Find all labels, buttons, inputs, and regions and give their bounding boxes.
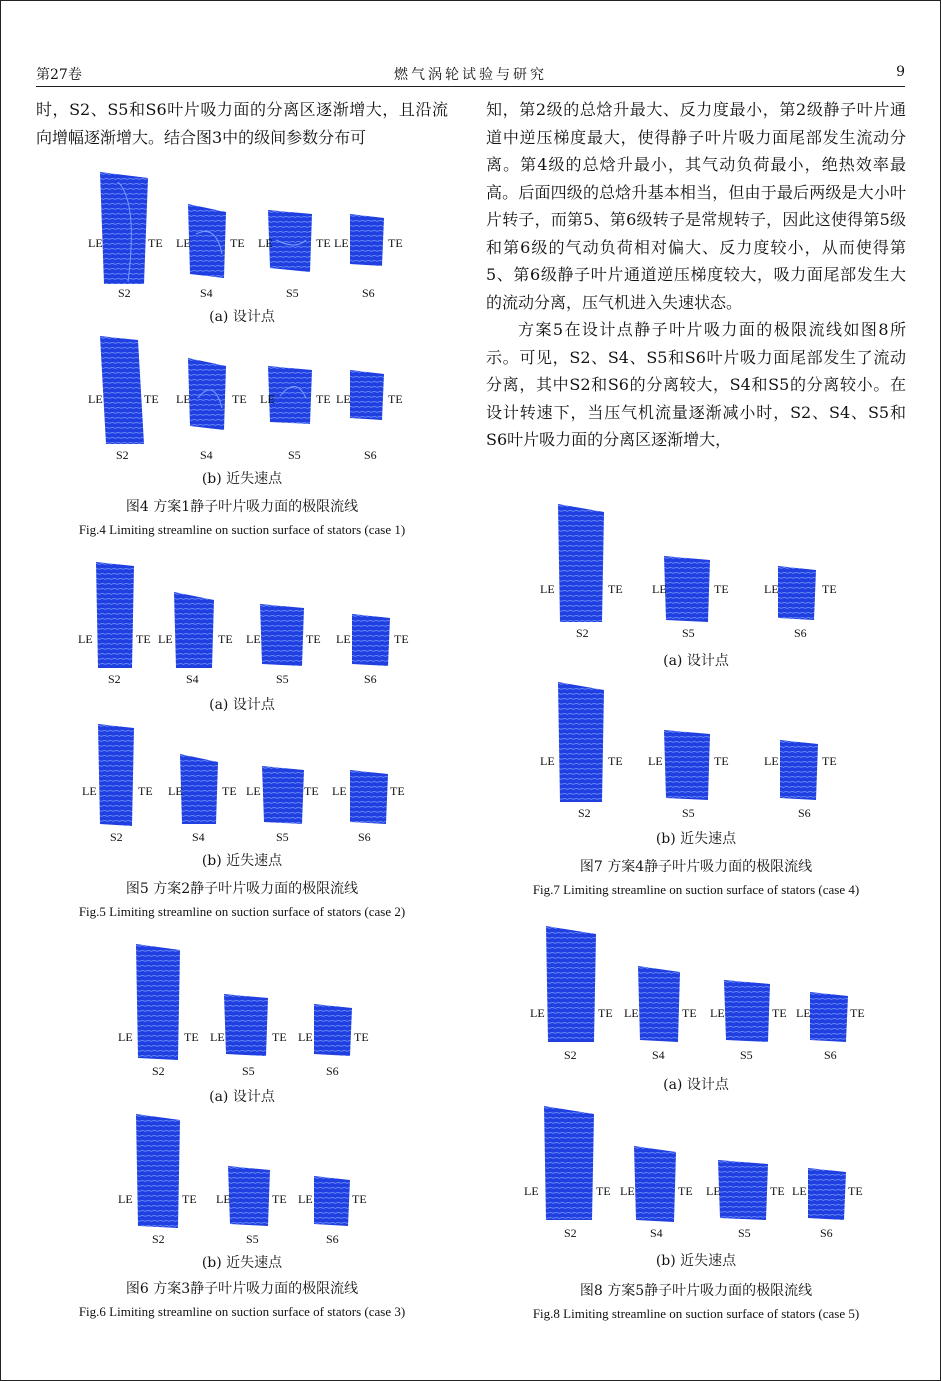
figure-4 (36, 166, 448, 546)
te-label: TE (822, 754, 837, 768)
le-label: LE (210, 1030, 225, 1044)
blade-s4 (186, 204, 228, 278)
te-label: TE (138, 784, 153, 798)
le-label: LE (624, 1006, 639, 1020)
te-label: TE (608, 754, 623, 768)
journal-title: 燃气涡轮试验与研究 (394, 67, 547, 83)
stage-label-s4: S4 (186, 672, 199, 686)
blade-s2 (134, 944, 182, 1060)
fig6-panel-b (36, 1114, 448, 1274)
le-label: LE (216, 1192, 231, 1206)
blade-s5 (266, 210, 314, 272)
le-label: LE (298, 1030, 313, 1044)
stage-label-s6: S6 (824, 1048, 837, 1062)
blade-s6 (348, 214, 386, 266)
fig4-caption-en: Fig.4 Limiting streamline on suction surface of stators (case 1) (78, 522, 406, 537)
fig6-caption-cn: 图6 方案3静子叶片吸力面的极限流线 (125, 1281, 359, 1297)
stage-label-s5: S5 (682, 806, 695, 820)
blade-s2 (134, 1114, 182, 1228)
le-label: LE (796, 1006, 811, 1020)
fig7-panel-a (486, 504, 906, 674)
stage-label-s4: S4 (200, 448, 213, 462)
te-label: TE (394, 632, 409, 646)
stage-label-s4: S4 (650, 1226, 663, 1240)
te-label: TE (352, 1192, 367, 1206)
stage-label-s6: S6 (326, 1064, 339, 1078)
blade-s6 (348, 370, 386, 420)
le-label: LE (298, 1192, 313, 1206)
stage-label-s4: S4 (652, 1048, 665, 1062)
te-label: TE (306, 632, 321, 646)
fig7-caption-cn: 图7 方案4静子叶片吸力面的极限流线 (579, 859, 813, 875)
le-label: LE (530, 1006, 545, 1020)
blade-s2 (556, 504, 606, 622)
blade-s6 (808, 992, 850, 1042)
blade-s2 (542, 1106, 596, 1220)
stage-label-s2: S2 (116, 448, 129, 462)
stage-label-s5: S5 (682, 626, 695, 640)
fig5-caption-en: Fig.5 Limiting streamline on suction surface of stators (case 2) (78, 904, 406, 919)
te-label: TE (144, 392, 159, 406)
stage-label-s4: S4 (192, 830, 205, 844)
stage-label-s6: S6 (794, 626, 807, 640)
le-label: LE (710, 1006, 725, 1020)
le-label: LE (246, 632, 261, 646)
left-paragraph: 时，S2、S5和S6叶片吸力面的分离区逐渐增大，且沿流向增幅逐渐增大。结合图3中的级间参数分布可 (36, 100, 448, 147)
blade-s6 (348, 770, 390, 824)
blade-s5 (226, 1166, 272, 1226)
subcaption-a: (a) 设计点 (663, 1077, 729, 1093)
le-label: LE (336, 632, 351, 646)
fig5-caption-cn: 图5 方案2静子叶片吸力面的极限流线 (125, 881, 359, 897)
blade-s5 (716, 1160, 770, 1220)
le-label: LE (620, 1184, 635, 1198)
le-label: LE (334, 236, 349, 250)
blade-s2 (94, 562, 136, 668)
fig7-panel-b (486, 682, 906, 852)
blade-s6 (778, 740, 820, 800)
stage-label-s2: S2 (108, 672, 121, 686)
stage-label-s6: S6 (358, 830, 371, 844)
le-label: LE (158, 632, 173, 646)
blade-s5 (662, 730, 712, 800)
stage-label-s5: S5 (740, 1048, 753, 1062)
left-column (36, 96, 448, 151)
stage-label-s5: S5 (738, 1226, 751, 1240)
blade-s4 (636, 966, 682, 1042)
subcaption-b: (b) 近失速点 (201, 853, 283, 869)
le-label: LE (258, 236, 273, 250)
stage-label-s5: S5 (288, 448, 301, 462)
le-label: LE (88, 392, 103, 406)
te-label: TE (218, 632, 233, 646)
te-label: TE (148, 236, 163, 250)
le-label: LE (78, 632, 93, 646)
le-label: LE (652, 582, 667, 596)
le-label: LE (764, 754, 779, 768)
te-label: TE (136, 632, 151, 646)
le-label: LE (176, 392, 191, 406)
te-label: TE (596, 1184, 611, 1198)
te-label: TE (272, 1030, 287, 1044)
te-label: TE (714, 582, 729, 596)
le-label: LE (246, 784, 261, 798)
te-label: TE (184, 1030, 199, 1044)
le-label: LE (336, 392, 351, 406)
page-number: 9 (896, 64, 905, 80)
stage-label-s6: S6 (364, 672, 377, 686)
le-label: LE (260, 392, 275, 406)
subcaption-b: (b) 近失速点 (655, 1253, 737, 1269)
right-paragraph-1: 知，第2级的总焓升最大、反力度最小，第2级静子叶片通道中逆压梯度最大，使得静子叶片吸力面尾部发生流动分离。第4级的总焓升最小，其气动负荷最小，绝热效率最高。后面四级的总焓升基本相当，但由于最后两级是大小叶片转子，而第5、第6级转子是常规转子，因此这使得第5级和第6级的气动负荷相对偏大、反力度较小，从而使得第5、第6级静子叶片通道逆压梯度较大，吸力面尾部发生大的流动分离，压气机进入失速状态。 (486, 100, 906, 312)
fig6-caption-en: Fig.6 Limiting streamline on suction surface of stators (case 3) (78, 1304, 406, 1319)
blade-s5 (258, 604, 306, 666)
blade-s4 (172, 592, 216, 668)
blade-s6 (776, 566, 818, 620)
blade-s2 (98, 172, 150, 284)
stage-label-s2: S2 (576, 626, 589, 640)
te-label: TE (316, 392, 331, 406)
blade-s5 (222, 994, 270, 1056)
figure-7 (486, 504, 906, 904)
fig5-panel-b (36, 724, 448, 874)
le-label: LE (648, 754, 663, 768)
right-column (486, 96, 906, 454)
stage-label-s2: S2 (578, 806, 591, 820)
stage-label-s5: S5 (276, 672, 289, 686)
le-label: LE (118, 1030, 133, 1044)
right-paragraph-2: 方案5在设计点静子叶片吸力面的极限流线如图8所示。可见，S2、S4、S5和S6叶片吸力面尾部发生了流动分离，其中S2和S6的分离较大，S4和S5的分离较小。在设计转速下，当压气机流量逐渐减小时，S2、S4、S5和S6叶片吸力面的分离区逐渐增大， (486, 320, 906, 449)
le-label: LE (168, 784, 183, 798)
blade-s2 (98, 336, 146, 444)
le-label: LE (332, 784, 347, 798)
te-label: TE (678, 1184, 693, 1198)
te-label: TE (848, 1184, 863, 1198)
te-label: TE (232, 392, 247, 406)
te-label: TE (354, 1030, 369, 1044)
stage-label-s2: S2 (110, 830, 123, 844)
stage-label-s5: S5 (242, 1064, 255, 1078)
te-label: TE (388, 392, 403, 406)
fig7-caption-en: Fig.7 Limiting streamline on suction surface of stators (case 4) (532, 882, 860, 897)
te-label: TE (388, 236, 403, 250)
blade-s6 (806, 1168, 848, 1220)
fig5-panel-a (36, 560, 448, 720)
stage-label-s5: S5 (276, 830, 289, 844)
subcaption-a: (a) 设计点 (209, 1089, 275, 1105)
le-label: LE (706, 1184, 721, 1198)
te-label: TE (304, 784, 319, 798)
te-label: TE (222, 784, 237, 798)
fig8-caption-cn: 图8 方案5静子叶片吸力面的极限流线 (579, 1283, 813, 1299)
subcaption-b: (b) 近失速点 (201, 471, 283, 487)
stage-label-s6: S6 (364, 448, 377, 462)
fig8-panel-b (486, 1106, 906, 1276)
le-label: LE (88, 236, 103, 250)
te-label: TE (608, 582, 623, 596)
blade-s4 (178, 754, 220, 824)
te-label: TE (272, 1192, 287, 1206)
fig8-caption-en: Fig.8 Limiting streamline on suction surface of stators (case 5) (532, 1306, 860, 1321)
subcaption-b: (b) 近失速点 (201, 1255, 283, 1271)
blade-s6 (350, 614, 392, 666)
blade-s2 (544, 926, 598, 1042)
fig8-panel-a (486, 926, 906, 1096)
te-label: TE (598, 1006, 613, 1020)
blade-s5 (260, 766, 306, 824)
stage-label-s6: S6 (798, 806, 811, 820)
fig4-panel-b (36, 336, 448, 496)
stage-label-s2: S2 (564, 1226, 577, 1240)
te-label: TE (230, 236, 245, 250)
le-label: LE (764, 582, 779, 596)
te-label: TE (182, 1192, 197, 1206)
le-label: LE (540, 582, 555, 596)
fig4-panel-a (36, 166, 448, 326)
stage-label-s6: S6 (362, 286, 375, 300)
fig6-panel-a (36, 944, 448, 1104)
stage-label-s5: S5 (286, 286, 299, 300)
blade-s4 (632, 1146, 678, 1222)
stage-label-s2: S2 (152, 1064, 165, 1078)
blade-s4 (186, 358, 228, 430)
te-label: TE (850, 1006, 865, 1020)
stage-label-s6: S6 (820, 1226, 833, 1240)
fig4-caption-cn: 图4 方案1静子叶片吸力面的极限流线 (125, 499, 359, 515)
subcaption-a: (a) 设计点 (209, 697, 275, 713)
blade-s6 (312, 1004, 354, 1056)
blade-s6 (312, 1176, 352, 1226)
stage-label-s2: S2 (564, 1048, 577, 1062)
le-label: LE (118, 1192, 133, 1206)
te-label: TE (316, 236, 331, 250)
figure-8 (486, 926, 906, 1336)
stage-label-s4: S4 (200, 286, 213, 300)
le-label: LE (792, 1184, 807, 1198)
te-label: TE (682, 1006, 697, 1020)
le-label: LE (524, 1184, 539, 1198)
stage-label-s6: S6 (326, 1232, 339, 1246)
te-label: TE (822, 582, 837, 596)
le-label: LE (540, 754, 555, 768)
blade-s5 (722, 980, 772, 1042)
le-label: LE (176, 236, 191, 250)
blade-s2 (96, 724, 136, 826)
subcaption-a: (a) 设计点 (663, 653, 729, 669)
figure-5 (36, 560, 448, 930)
le-label: LE (82, 784, 97, 798)
stage-label-s5: S5 (246, 1232, 259, 1246)
stage-label-s2: S2 (118, 286, 131, 300)
volume-label: 第27卷 (36, 67, 82, 83)
subcaption-b: (b) 近失速点 (655, 831, 737, 847)
blade-s5 (662, 556, 712, 622)
te-label: TE (770, 1184, 785, 1198)
te-label: TE (772, 1006, 787, 1020)
te-label: TE (390, 784, 405, 798)
te-label: TE (714, 754, 729, 768)
subcaption-a: (a) 设计点 (209, 309, 275, 325)
running-header (36, 64, 905, 87)
stage-label-s2: S2 (152, 1232, 165, 1246)
figure-6 (36, 944, 448, 1334)
blade-s2 (556, 682, 606, 802)
